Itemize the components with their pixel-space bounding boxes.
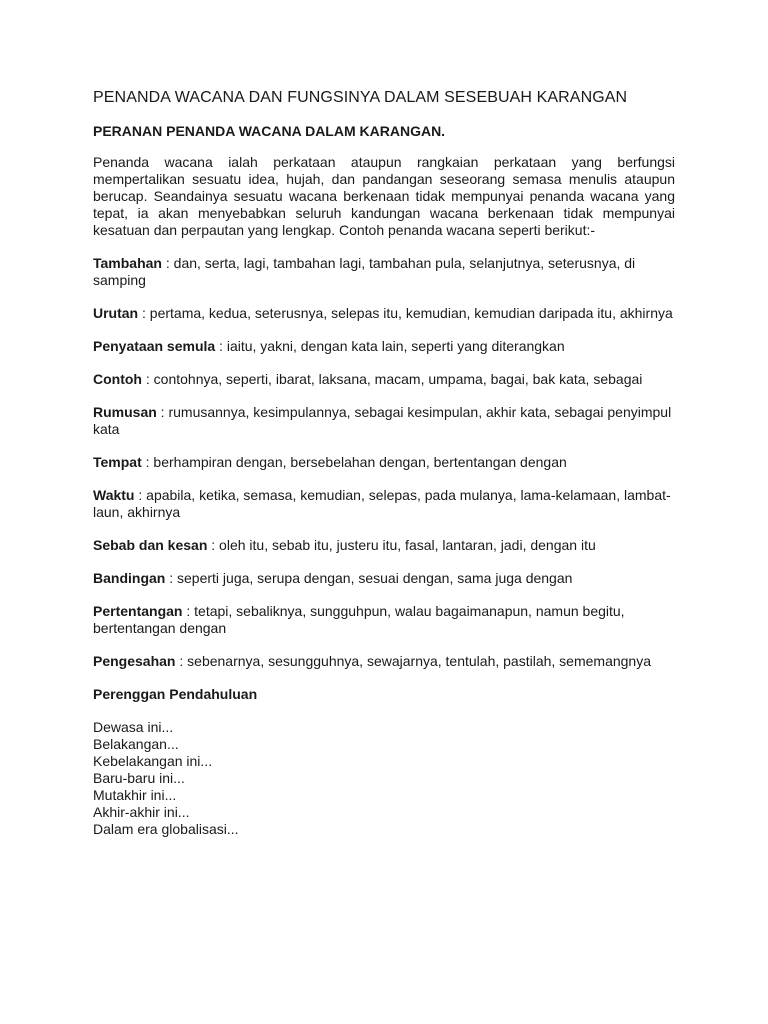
term-label: Urutan: [93, 305, 139, 321]
term-list: [93, 255, 675, 670]
term-entry: [93, 603, 675, 637]
term-text: : pertama, kedua, seterusnya, selepas itu, kemudian, kemudian daripada itu, akhirnya: [138, 305, 673, 321]
document-title: PENANDA WACANA DAN FUNGSINYA DALAM SESEBUAH KARANGAN: [93, 89, 628, 106]
term-text: : sebenarnya, sesungguhnya, sewajarnya, tentulah, pastilah, sememangnya: [175, 653, 652, 669]
term-label: Tempat: [93, 454, 142, 470]
term-text: : tetapi, sebaliknya, sungguhpun, walau bagaimanapun, namun begitu, bertentangan dengan: [93, 603, 625, 636]
term-entry: [93, 537, 675, 554]
term-label: Pertentangan: [93, 603, 183, 619]
phrase-item: Dewasa ini...: [93, 719, 174, 735]
document-page: [93, 88, 675, 838]
term-label: Pengesahan: [93, 653, 176, 669]
section-heading: Perenggan Pendahuluan: [93, 686, 258, 702]
term-entry: [93, 404, 675, 438]
term-entry: [93, 338, 675, 355]
term-text: : dan, serta, lagi, tambahan lagi, tambahan pula, selanjutnya, seterusnya, di samping: [93, 255, 636, 288]
term-text: : iaitu, yakni, dengan kata lain, seperti yang diterangkan: [215, 338, 565, 354]
term-text: : rumusannya, kesimpulannya, sebagai kesimpulan, akhir kata, sebagai penyimpul kata: [93, 404, 672, 437]
term-label: Tambahan: [93, 255, 162, 271]
term-label: Waktu: [93, 487, 135, 503]
phrase-item: Belakangan...: [93, 736, 179, 752]
phrase-list: [93, 719, 675, 838]
term-entry: [93, 487, 675, 521]
term-entry: [93, 305, 675, 322]
term-text: : berhampiran dengan, bersebelahan dengan, bertentangan dengan: [141, 454, 567, 470]
document-subtitle: PERANAN PENANDA WACANA DALAM KARANGAN.: [93, 123, 446, 139]
term-label: Bandingan: [93, 570, 166, 586]
term-text: : contohnya, seperti, ibarat, laksana, macam, umpama, bagai, bak kata, sebagai: [141, 371, 643, 387]
intro-paragraph: Penanda wacana ialah perkataan ataupun rangkaian perkataan yang berfungsi mempertalikan sesuatu idea, hujah, dan pandangan seseorang semasa menulis ataupun berucap. Seandainya sesuatu wacana berkenaan tidak mempunyai penanda wacana yang tepat, ia akan menyebabkan seluruh kandungan wacana berkenaan tidak mempunyai kesatuan dan perpautan yang lengkap. Contoh penanda wacana seperti berikut:-: [93, 154, 675, 238]
term-entry: [93, 454, 675, 471]
term-text: : seperti juga, serupa dengan, sesuai dengan, sama juga dengan: [165, 570, 573, 586]
term-label: Contoh: [93, 371, 142, 387]
term-entry: [93, 653, 675, 670]
phrase-item: Mutakhir ini...: [93, 787, 177, 803]
phrase-item: Kebelakangan ini...: [93, 753, 213, 769]
term-label: Rumusan: [93, 404, 157, 420]
term-text: : apabila, ketika, semasa, kemudian, selepas, pada mulanya, lama-kelamaan, lambat-laun, akhirnya: [93, 487, 671, 520]
term-label: Sebab dan kesan: [93, 537, 208, 553]
term-label: Penyataan semula: [93, 338, 216, 354]
term-entry: [93, 371, 675, 388]
phrase-item: Akhir-akhir ini...: [93, 804, 190, 820]
term-entry: [93, 570, 675, 587]
phrase-item: Dalam era globalisasi...: [93, 821, 239, 837]
phrase-item: Baru-baru ini...: [93, 770, 185, 786]
term-entry: [93, 255, 675, 289]
term-text: : oleh itu, sebab itu, justeru itu, fasal, lantaran, jadi, dengan itu: [207, 537, 596, 553]
